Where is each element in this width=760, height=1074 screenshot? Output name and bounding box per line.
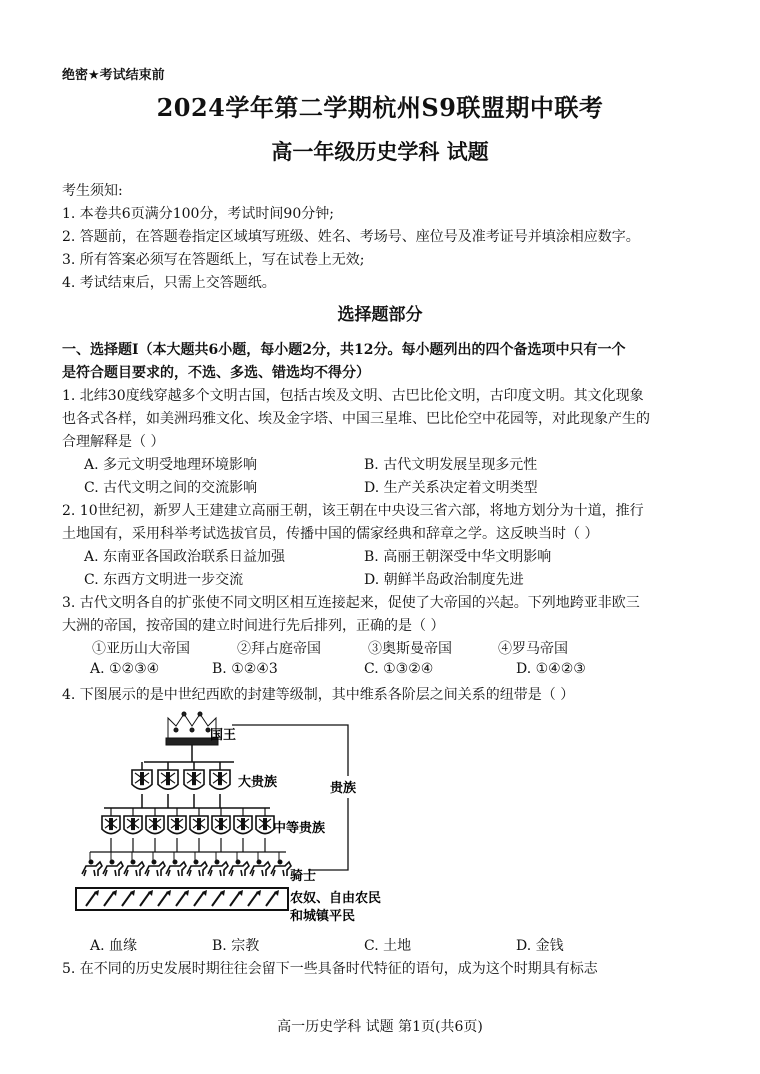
shield-icon <box>234 816 252 834</box>
q4-option-a: A. 血缘 <box>90 938 138 954</box>
shield-icon <box>168 816 186 834</box>
q3-item-2: ②拜占庭帝国 <box>237 641 321 657</box>
shield-icon <box>184 770 204 789</box>
section-instruction-1: 一、选择题Ⅰ（本大题共6小题，每小题2分，共12分。每小题列出的四个备选项中只有一个 <box>62 342 626 358</box>
q1-option-d: D. 生产关系决定着文明类型 <box>364 480 538 496</box>
q3-item-4: ④罗马帝国 <box>498 641 568 657</box>
shield-icon <box>210 770 230 789</box>
q4-option-c: C. 土地 <box>364 938 412 954</box>
horse-icon <box>187 860 207 877</box>
knight-connectors <box>90 838 286 860</box>
horse-icon <box>82 860 102 877</box>
knights-label: 骑士 <box>290 869 317 884</box>
q2-option-d: D. 朝鲜半岛政治制度先进 <box>364 572 524 588</box>
middle-connectors <box>104 794 270 816</box>
horse-icon <box>124 860 144 877</box>
exam-subtitle: 高一年级历史学科 试题 <box>271 139 489 164</box>
q5-stem-1: 5. 在不同的历史发展时期往往会留下一些具备时代特征的语句，成为这个时期具有标志 <box>62 961 598 977</box>
notice-item-3: 3. 所有答案必须写在答题纸上，写在试卷上无效; <box>62 252 365 268</box>
q2-option-c: C. 东西方文明进一步交流 <box>84 572 244 588</box>
shield-icon <box>124 816 142 834</box>
q1-stem-3: 合理解释是（ ） <box>62 434 165 450</box>
great-noble-shields <box>132 762 230 789</box>
notice-item-1: 1. 本卷共6页满分100分，考试时间90分钟; <box>62 206 334 222</box>
q3-option-a: A. ①②③④ <box>90 661 160 677</box>
q3-option-c: C. ①③②④ <box>364 661 434 677</box>
exam-title: 2024学年第二学期杭州S9联盟期中联考 <box>156 93 604 122</box>
q3-stem-1: 3. 古代文明各自的扩张使不同文明区相互连接起来，促使了大帝国的兴起。下列地跨亚非欧三 <box>62 595 640 611</box>
q1-option-b: B. 古代文明发展呈现多元性 <box>364 457 538 473</box>
notice-item-4: 4. 考试结束后，只需上交答题纸。 <box>62 275 276 291</box>
peasants-label-1: 农奴、自由农民 <box>290 891 382 906</box>
middle-nobles-label: 中等贵族 <box>273 821 326 836</box>
horse-icon <box>103 860 123 877</box>
notice-heading: 考生须知: <box>62 183 123 199</box>
q1-stem-2: 也各式各样，如美洲玛雅文化、埃及金字塔、中国三星堆、巴比伦空中花园等，对此现象产生的 <box>62 411 650 427</box>
q3-option-b: B. ①②④3 <box>212 661 278 677</box>
feudal-hierarchy-diagram <box>60 708 420 930</box>
horse-icon <box>250 860 270 877</box>
knight-horse-icons <box>82 860 291 877</box>
page-footer: 高一历史学科 试题 第1页(共6页) <box>277 1019 483 1035</box>
q4-option-b: B. 宗教 <box>212 938 260 954</box>
middle-noble-shields <box>102 816 274 834</box>
q4-option-d: D. 金钱 <box>516 938 564 954</box>
secret-label: 绝密★考试结束前 <box>62 68 165 83</box>
q1-option-a: A. 多元文明受地理环境影响 <box>84 457 258 473</box>
king-label: 国王 <box>210 728 237 743</box>
q1-stem-1: 1. 北纬30度线穿越多个文明古国，包括古埃及文明、古巴比伦文明，古印度文明。其文化现象 <box>62 388 644 404</box>
q2-stem-2: 土地国有，采用科举考试选拔官员，传播中国的儒家经典和辞章之学。这反映当时（ ） <box>62 526 599 542</box>
q2-option-b: B. 高丽王朝深受中华文明影响 <box>364 549 552 565</box>
q2-stem-1: 2. 10世纪初，新罗人王建建立高丽王朝，该王朝在中央设三省六部，将地方划分为十道，推行 <box>62 503 644 519</box>
horse-icon <box>166 860 186 877</box>
great-nobles-label: 大贵族 <box>238 775 278 790</box>
q3-item-1: ①亚历山大帝国 <box>92 641 190 657</box>
horse-icon <box>229 860 249 877</box>
notice-item-2: 2. 答题前，在答题卷指定区域填写班级、姓名、考场号、座位号及准考证号并填涂相应数字。 <box>62 229 640 245</box>
q2-option-a: A. 东南亚各国政治联系日益加强 <box>84 549 286 565</box>
shield-icon <box>132 770 152 789</box>
section-instruction-2: 是符合题目要求的，不选、多选、错选均不得分） <box>62 365 370 381</box>
q4-stem-1: 4. 下图展示的是中世纪西欧的封建等级制，其中维系各阶层之间关系的纽带是（ ） <box>62 687 575 703</box>
shield-icon <box>158 770 178 789</box>
horse-icon <box>208 860 228 877</box>
q3-stem-2: 大洲的帝国，按帝国的建立时间进行先后排列，正确的是（ ） <box>62 618 445 634</box>
q1-option-c: C. 古代文明之间的交流影响 <box>84 480 258 496</box>
section-title: 选择题部分 <box>337 305 423 325</box>
q3-item-3: ③奥斯曼帝国 <box>368 641 452 657</box>
peasants-label-2: 和城镇平民 <box>290 909 356 924</box>
nobility-label: 贵族 <box>330 781 357 796</box>
shield-icon <box>256 816 274 834</box>
horse-icon <box>145 860 165 877</box>
q3-option-d: D. ①④②③ <box>516 661 586 677</box>
shield-icon <box>190 816 208 834</box>
shield-icon <box>212 816 230 834</box>
horse-icon <box>271 860 291 877</box>
shield-icon <box>102 816 120 834</box>
shield-icon <box>146 816 164 834</box>
